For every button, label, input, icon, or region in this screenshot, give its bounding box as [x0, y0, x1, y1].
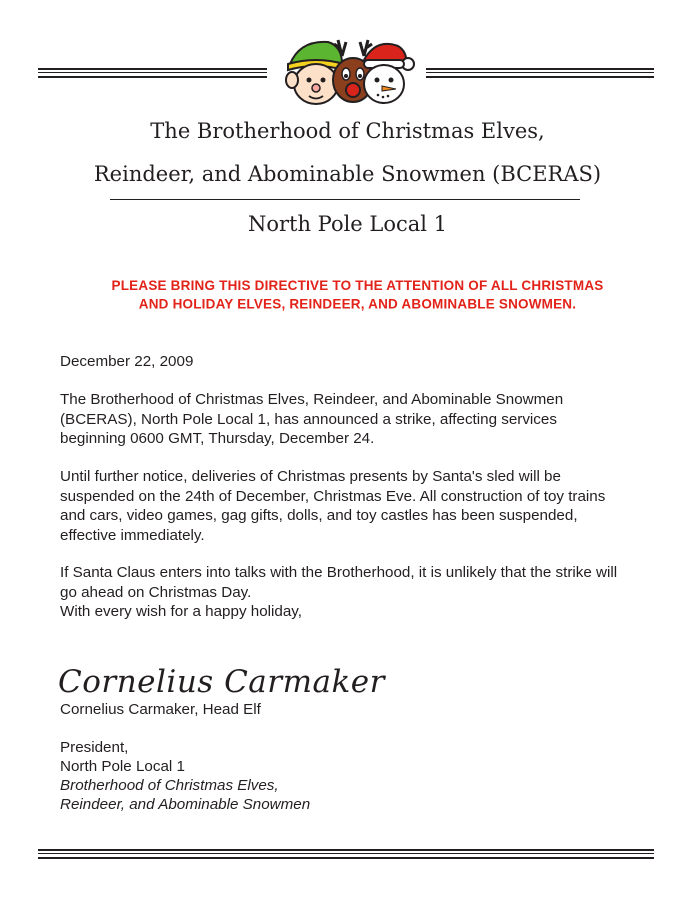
printed-name: Cornelius Carmaker, Head Elf [60, 701, 261, 718]
signer-local: North Pole Local 1 [60, 758, 185, 775]
letter-paragraph-2: Until further notice, deliveries of Christmas presents by Santa's sled will be suspended on the 24th of December, Christmas Eve. All construction of toy trains and cars, video games, gag gifts, dolls, and toy castles has been suspended, effective immediately. [60, 468, 606, 544]
top-rule-left [38, 68, 267, 79]
bottom-rule [38, 849, 654, 860]
signer-org-line1: Brotherhood of Christmas Elves, [60, 777, 279, 794]
signer-org-line2: Reindeer, and Abominable Snowmen [60, 796, 311, 813]
org-name-line2: Reindeer, and Abominable Snowmen (BCERAS) [93, 162, 602, 186]
handwritten-signature: Cornelius Carmaker [58, 664, 385, 700]
letter-date: December 22, 2009 [60, 353, 194, 370]
org-name-line1: The Brotherhood of Christmas Elves, [150, 119, 545, 143]
mascot-illustration [280, 34, 416, 106]
letter-paragraph-3: If Santa Claus enters into talks with the Brotherhood, it is unlikely that the strike will go ahead on Christmas Day. [60, 564, 618, 601]
signer-title: President, [60, 739, 129, 756]
letter-paragraph-1: The Brotherhood of Christmas Elves, Reindeer, and Abominable Snowmen (BCERAS), North Pole Local 1, has announced a strike, affecting services beginning 0600 GMT, Thursday, December 24. [60, 391, 564, 447]
letter-closing: With every wish for a happy holiday, [60, 603, 302, 620]
title-underline [110, 199, 580, 200]
snowman-face-icon [364, 44, 414, 103]
directive-line2: AND HOLIDAY ELVES, REINDEER, AND ABOMINABLE SNOWMEN. [138, 296, 577, 312]
directive-notice [60, 276, 655, 314]
directive-line1: PLEASE BRING THIS DIRECTIVE TO THE ATTENTION OF ALL CHRISTMAS [111, 277, 604, 293]
top-rule-right [426, 68, 654, 79]
local-name: North Pole Local 1 [247, 212, 448, 236]
